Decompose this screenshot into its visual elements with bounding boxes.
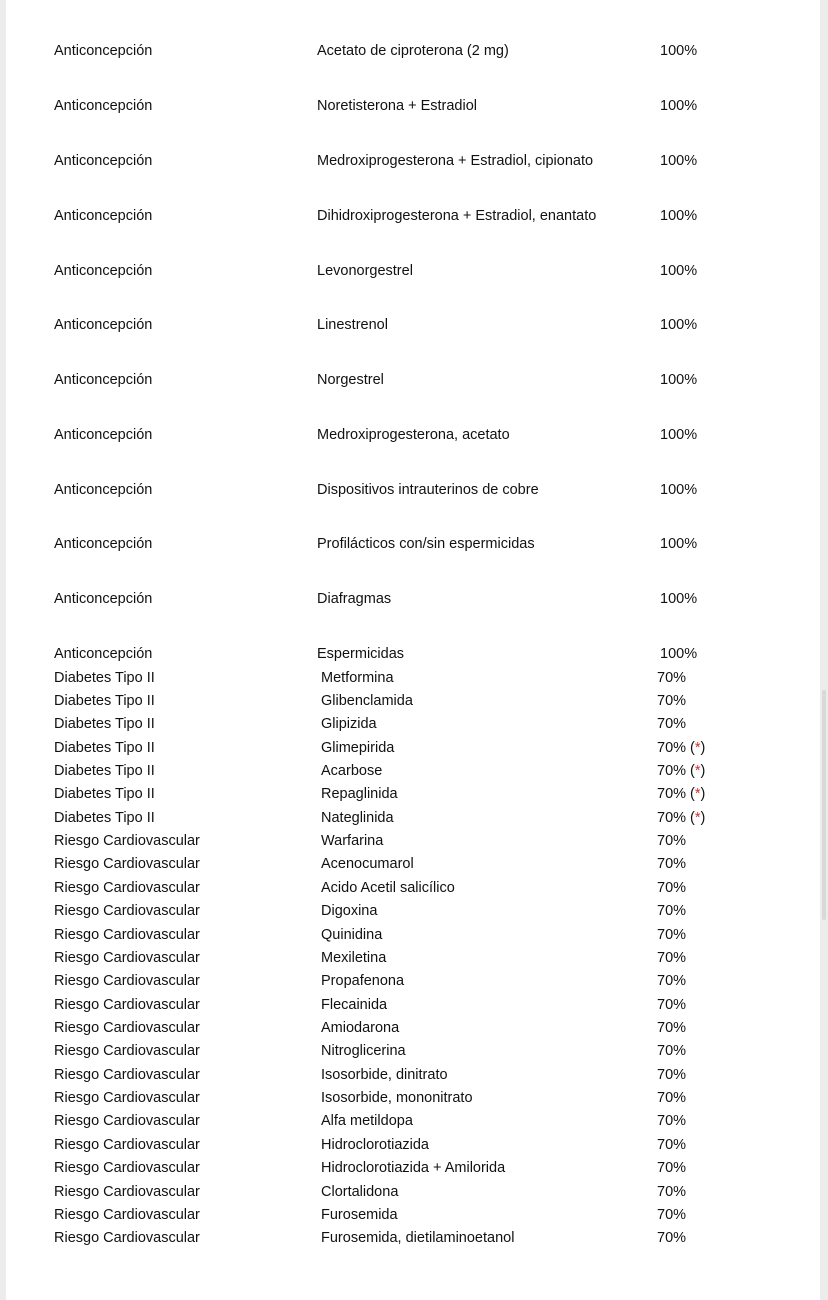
table-row bbox=[6, 1205, 820, 1225]
drug-cell: Diafragmas bbox=[317, 591, 392, 607]
drug-cell: Acenocumarol bbox=[321, 856, 414, 872]
category-cell: Riesgo Cardiovascular bbox=[54, 1230, 200, 1246]
drug-cell: Levonorgestrel bbox=[317, 263, 413, 279]
coverage-cell: 100% bbox=[660, 482, 698, 498]
asterisk-note: * bbox=[694, 763, 701, 779]
table-row bbox=[6, 1088, 820, 1108]
coverage-cell: 100% bbox=[660, 263, 698, 279]
category-cell: Riesgo Cardiovascular bbox=[54, 950, 200, 966]
table-row bbox=[6, 315, 820, 335]
table-row bbox=[6, 1182, 820, 1202]
table-row bbox=[6, 1111, 820, 1131]
coverage-cell: 70% bbox=[657, 693, 687, 709]
table-row bbox=[6, 1135, 820, 1155]
drug-cell: Isosorbide, mononitrato bbox=[321, 1090, 473, 1106]
table-row bbox=[6, 831, 820, 851]
category-cell: Riesgo Cardiovascular bbox=[54, 973, 200, 989]
scrollbar-thumb[interactable] bbox=[822, 690, 826, 920]
table-row bbox=[6, 96, 820, 116]
coverage-cell: 70% bbox=[657, 973, 687, 989]
category-cell: Anticoncepción bbox=[54, 317, 153, 333]
category-cell: Riesgo Cardiovascular bbox=[54, 833, 200, 849]
drug-cell: Warfarina bbox=[321, 833, 384, 849]
table-row bbox=[6, 995, 820, 1015]
table-row bbox=[6, 878, 820, 898]
drug-cell: Mexiletina bbox=[321, 950, 387, 966]
coverage-cell: 70% bbox=[657, 997, 687, 1013]
category-cell: Riesgo Cardiovascular bbox=[54, 997, 200, 1013]
asterisk-note: * bbox=[694, 786, 701, 802]
category-cell: Diabetes Tipo II bbox=[54, 810, 155, 826]
drug-cell: Dihidroxiprogesterona + Estradiol, enantato bbox=[317, 208, 597, 224]
drug-cell: Amiodarona bbox=[321, 1020, 400, 1036]
drug-cell: Norgestrel bbox=[317, 372, 384, 388]
category-cell: Riesgo Cardiovascular bbox=[54, 1137, 200, 1153]
drug-cell: Furosemida bbox=[321, 1207, 398, 1223]
coverage-cell: 70% bbox=[657, 927, 687, 943]
coverage-cell: 100% bbox=[660, 208, 698, 224]
table-row bbox=[6, 370, 820, 390]
drug-cell: Linestrenol bbox=[317, 317, 388, 333]
coverage-cell: 100% bbox=[660, 98, 698, 114]
category-cell: Anticoncepción bbox=[54, 591, 153, 607]
coverage-cell: 70% (*) bbox=[657, 810, 706, 826]
table-row bbox=[6, 206, 820, 226]
table-row bbox=[6, 808, 820, 828]
drug-cell: Profilácticos con/sin espermicidas bbox=[317, 536, 535, 552]
category-cell: Riesgo Cardiovascular bbox=[54, 1090, 200, 1106]
drug-cell: Medroxiprogesterona, acetato bbox=[317, 427, 510, 443]
coverage-cell: 100% bbox=[660, 372, 698, 388]
coverage-cell: 70% bbox=[657, 1043, 687, 1059]
table-row bbox=[6, 1158, 820, 1178]
coverage-cell: 70% bbox=[657, 1137, 687, 1153]
coverage-cell: 70% bbox=[657, 1020, 687, 1036]
category-cell: Diabetes Tipo II bbox=[54, 786, 155, 802]
category-cell: Riesgo Cardiovascular bbox=[54, 1184, 200, 1200]
drug-cell: Hidroclorotiazida bbox=[321, 1137, 429, 1153]
table-row bbox=[6, 534, 820, 554]
coverage-cell: 70% bbox=[657, 1230, 687, 1246]
table-row bbox=[6, 589, 820, 609]
drug-cell: Hidroclorotiazida + Amilorida bbox=[321, 1160, 506, 1176]
drug-cell: Noretisterona + Estradiol bbox=[317, 98, 477, 114]
asterisk-note: * bbox=[694, 740, 701, 756]
category-cell: Riesgo Cardiovascular bbox=[54, 880, 200, 896]
category-cell: Anticoncepción bbox=[54, 427, 153, 443]
category-cell: Riesgo Cardiovascular bbox=[54, 927, 200, 943]
drug-cell: Dispositivos intrauterinos de cobre bbox=[317, 482, 539, 498]
coverage-cell: 70% bbox=[657, 670, 687, 686]
table-row bbox=[6, 1018, 820, 1038]
document-page bbox=[6, 0, 820, 1300]
drug-cell: Quinidina bbox=[321, 927, 383, 943]
drug-cell: Acarbose bbox=[321, 763, 383, 779]
coverage-cell: 70% bbox=[657, 1160, 687, 1176]
coverage-cell: 70% (*) bbox=[657, 740, 706, 756]
coverage-cell: 100% bbox=[660, 153, 698, 169]
drug-cell: Repaglinida bbox=[321, 786, 398, 802]
category-cell: Riesgo Cardiovascular bbox=[54, 903, 200, 919]
category-cell: Riesgo Cardiovascular bbox=[54, 1043, 200, 1059]
category-cell: Riesgo Cardiovascular bbox=[54, 1020, 200, 1036]
table-row bbox=[6, 948, 820, 968]
coverage-cell: 100% bbox=[660, 591, 698, 607]
category-cell: Anticoncepción bbox=[54, 43, 153, 59]
category-cell: Diabetes Tipo II bbox=[54, 670, 155, 686]
category-cell: Diabetes Tipo II bbox=[54, 763, 155, 779]
table-row bbox=[6, 714, 820, 734]
coverage-cell: 100% bbox=[660, 646, 698, 662]
drug-cell: Acido Acetil salicílico bbox=[321, 880, 455, 896]
category-cell: Riesgo Cardiovascular bbox=[54, 856, 200, 872]
drug-cell: Alfa metildopa bbox=[321, 1113, 413, 1129]
table-row bbox=[6, 425, 820, 445]
category-cell: Riesgo Cardiovascular bbox=[54, 1113, 200, 1129]
drug-cell: Furosemida, dietilaminoetanol bbox=[321, 1230, 515, 1246]
table-row bbox=[6, 691, 820, 711]
category-cell: Riesgo Cardiovascular bbox=[54, 1207, 200, 1223]
table-row bbox=[6, 925, 820, 945]
coverage-cell: 100% bbox=[660, 317, 698, 333]
table-row bbox=[6, 901, 820, 921]
table-row bbox=[6, 644, 820, 664]
drug-cell: Medroxiprogesterona + Estradiol, cipionato bbox=[317, 153, 594, 169]
drug-cell: Isosorbide, dinitrato bbox=[321, 1067, 448, 1083]
category-cell: Anticoncepción bbox=[54, 153, 153, 169]
category-cell: Riesgo Cardiovascular bbox=[54, 1067, 200, 1083]
category-cell: Anticoncepción bbox=[54, 263, 153, 279]
coverage-cell: 70% (*) bbox=[657, 786, 706, 802]
table-row bbox=[6, 854, 820, 874]
drug-cell: Nitroglicerina bbox=[321, 1043, 406, 1059]
drug-cell: Glipizida bbox=[321, 716, 377, 732]
coverage-cell: 70% bbox=[657, 856, 687, 872]
drug-cell: Metformina bbox=[321, 670, 394, 686]
category-cell: Anticoncepción bbox=[54, 646, 153, 662]
table-row bbox=[6, 1065, 820, 1085]
scrollbar-track[interactable] bbox=[820, 0, 828, 1300]
table-row bbox=[6, 1228, 820, 1248]
coverage-cell: 70% bbox=[657, 1113, 687, 1129]
table-row bbox=[6, 1041, 820, 1061]
table-row bbox=[6, 668, 820, 688]
coverage-cell: 70% bbox=[657, 1090, 687, 1106]
coverage-cell: 100% bbox=[660, 536, 698, 552]
category-cell: Riesgo Cardiovascular bbox=[54, 1160, 200, 1176]
coverage-cell: 70% bbox=[657, 903, 687, 919]
drug-cell: Digoxina bbox=[321, 903, 378, 919]
drug-cell: Glibenclamida bbox=[321, 693, 413, 709]
asterisk-note: * bbox=[694, 810, 701, 826]
drug-cell: Flecainida bbox=[321, 997, 388, 1013]
category-cell: Anticoncepción bbox=[54, 208, 153, 224]
table-row bbox=[6, 41, 820, 61]
drug-cell: Acetato de ciproterona (2 mg) bbox=[317, 43, 509, 59]
coverage-cell: 100% bbox=[660, 43, 698, 59]
drug-cell: Espermicidas bbox=[317, 646, 405, 662]
category-cell: Anticoncepción bbox=[54, 98, 153, 114]
table-row bbox=[6, 151, 820, 171]
table-row bbox=[6, 971, 820, 991]
category-cell: Diabetes Tipo II bbox=[54, 693, 155, 709]
coverage-cell: 70% bbox=[657, 833, 687, 849]
category-cell: Anticoncepción bbox=[54, 536, 153, 552]
table-row bbox=[6, 738, 820, 758]
table-row bbox=[6, 784, 820, 804]
category-cell: Diabetes Tipo II bbox=[54, 716, 155, 732]
drug-cell: Nateglinida bbox=[321, 810, 394, 826]
coverage-cell: 70% bbox=[657, 1207, 687, 1223]
coverage-cell: 100% bbox=[660, 427, 698, 443]
coverage-cell: 70% bbox=[657, 1067, 687, 1083]
coverage-cell: 70% bbox=[657, 880, 687, 896]
coverage-cell: 70% (*) bbox=[657, 763, 706, 779]
coverage-cell: 70% bbox=[657, 716, 687, 732]
drug-cell: Glimepirida bbox=[321, 740, 395, 756]
table-row bbox=[6, 761, 820, 781]
coverage-cell: 70% bbox=[657, 1184, 687, 1200]
drug-cell: Clortalidona bbox=[321, 1184, 399, 1200]
coverage-cell: 70% bbox=[657, 950, 687, 966]
table-row bbox=[6, 261, 820, 281]
category-cell: Diabetes Tipo II bbox=[54, 740, 155, 756]
category-cell: Anticoncepción bbox=[54, 482, 153, 498]
category-cell: Anticoncepción bbox=[54, 372, 153, 388]
drug-cell: Propafenona bbox=[321, 973, 405, 989]
table-row bbox=[6, 480, 820, 500]
